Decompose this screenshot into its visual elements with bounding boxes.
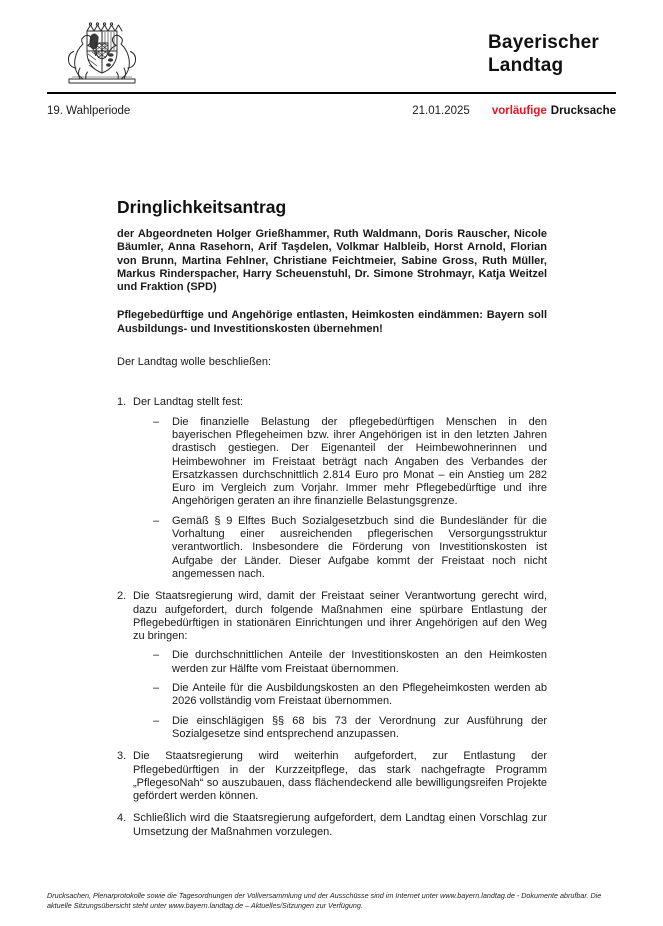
sublist xyxy=(133,416,547,582)
sublist xyxy=(133,649,547,741)
list-item-3 xyxy=(117,750,547,803)
sub-item xyxy=(133,416,547,509)
item-number: 4. xyxy=(117,812,127,825)
sub-item xyxy=(133,682,547,709)
header-divider xyxy=(47,92,616,94)
page-title: Dringlichkeitsantrag xyxy=(117,197,287,217)
preamble: Der Landtag wolle beschließen: xyxy=(117,356,272,369)
dash-marker: – xyxy=(153,415,160,428)
sub-item-text: Die durchschnittlichen Anteile der Investitionskosten an den Heimkosten werden zur Hälfte vom Freistaat übernommen. xyxy=(172,649,547,675)
dash-marker: – xyxy=(153,714,160,727)
dash-marker: – xyxy=(153,682,160,695)
doc-type-drucksache: Drucksache xyxy=(550,105,616,117)
sub-item xyxy=(133,649,547,676)
sub-item xyxy=(133,515,547,581)
header-meta-row xyxy=(47,105,616,117)
dash-marker: – xyxy=(153,649,160,662)
doc-type-preliminary: vorläufige xyxy=(491,105,547,117)
sub-item xyxy=(133,715,547,742)
document-body xyxy=(117,197,547,848)
authors-paragraph: der Abgeordneten Holger Grießhammer, Ruth Waldmann, Doris Rauscher, Nicole Bäumler, Anna Rasehorn, Arif Taşdelen, Volkmar Halbleib, Horst Arnold, Florian von Brunn, Martina Fehlner, Christiane Feichtmeier, Sabine Gross, Ruth Müller, Markus Rinderspacher, Harry Scheuenstuhl, Dr. Simone Strohmayr, Katja Weitzel und Fraktion (SPD) xyxy=(117,228,547,294)
sub-item-text: Die einschlägigen §§ 68 bis 73 der Verordnung zur Ausführung der Sozialgesetze sind entsprechend anzupassen. xyxy=(172,714,547,740)
org-name-line1: Bayerischer xyxy=(488,32,599,53)
org-name-line2: Landtag xyxy=(488,55,564,76)
document-date: 21.01.2025 xyxy=(412,105,470,117)
list-item-4 xyxy=(117,812,547,839)
list-item-2 xyxy=(117,590,547,741)
item-number: 3. xyxy=(117,750,127,763)
bavarian-coat-of-arms-icon xyxy=(56,18,148,88)
item-text: Die Staatsregierung wird, damit der Freistaat seiner Verantwortung gerecht wird, dazu aufgefordert, durch folgende Maßnahmen eine spürbare Entlastung der Pflegebedürftigen in stationären Einrichtungen und ihrer Angehörigen auf den Weg zu bringen: xyxy=(133,590,547,643)
subject-line: Pflegebedürftige und Angehörige entlasten, Heimkosten eindämmen: Bayern soll Ausbildungs- und Investitionskosten übernehmen! xyxy=(117,309,547,335)
sub-item-text: Die finanzielle Belastung der pflegebedürftigen Menschen in den bayerischen Pflegeheimen bzw. ihrer Angehörigen ist in den letzten Jahren drastisch gestiegen. Der Eigenanteil der Heimbewohnerinnen und Heimbewohner im Freistaat beträgt nach Angaben des Verbandes der Ersatzkassen durchschnittlich 2.814 Euro pro Monat – ein Anstieg um 282 Euro im Vergleich zum Vorjahr. Immer mehr Pflegebedürftige und ihre Angehörigen geraten an ihre finanzielle Belastungsgrenze. xyxy=(172,415,547,508)
dash-marker: – xyxy=(153,514,160,527)
wahlperiode-label: 19. Wahlperiode xyxy=(47,105,131,117)
item-text: Die Staatsregierung wird weiterhin aufgefordert, zur Entlastung der Pflegebedürftigen in der Kurzzeitpflege, das stark nachgefragte Programm „PflegesoNah“ so auszubauen, dass flächendeckend alle bewilligungsreifen Projekte gefördert werden können. xyxy=(133,750,547,803)
list-item-1 xyxy=(117,396,547,581)
footer-note: Drucksachen, Plenarprotokolle sowie die Tagesordnungen der Vollversammlung und der Ausschüsse sind im Internet unter www.bayern.landtag.de - Dokumente abrufbar. Die aktuelle Sitzungsübersicht steht unter www.bayern.landtag.de – Aktuelles/Sitzungen zur Verfügung. xyxy=(47,891,602,910)
item-number: 2. xyxy=(117,590,127,603)
sub-item-text: Die Anteile für die Ausbildungskosten an den Pflegeheimkosten werden ab 2026 vollständig vom Freistaat übernommen. xyxy=(172,682,547,708)
item-text: Schließlich wird die Staatsregierung aufgefordert, dem Landtag einen Vorschlag zur Umsetzung der Maßnahmen vorzulegen. xyxy=(133,812,547,838)
item-number: 1. xyxy=(117,396,127,409)
item-text: Der Landtag stellt fest: xyxy=(133,396,244,409)
document-type-label xyxy=(492,105,616,117)
org-name xyxy=(488,31,599,77)
sub-item-text: Gemäß § 9 Elftes Buch Sozialgesetzbuch sind die Bundesländer für die Vorhaltung einer ausreichenden pflegerischen Versorgungsstruktur verantwortlich. Insbesondere die Förderung von Investitionskosten ist Aufgabe der Länder. Dieser Aufgabe kommt der Freistaat noch nicht angemessen nach. xyxy=(172,514,547,580)
